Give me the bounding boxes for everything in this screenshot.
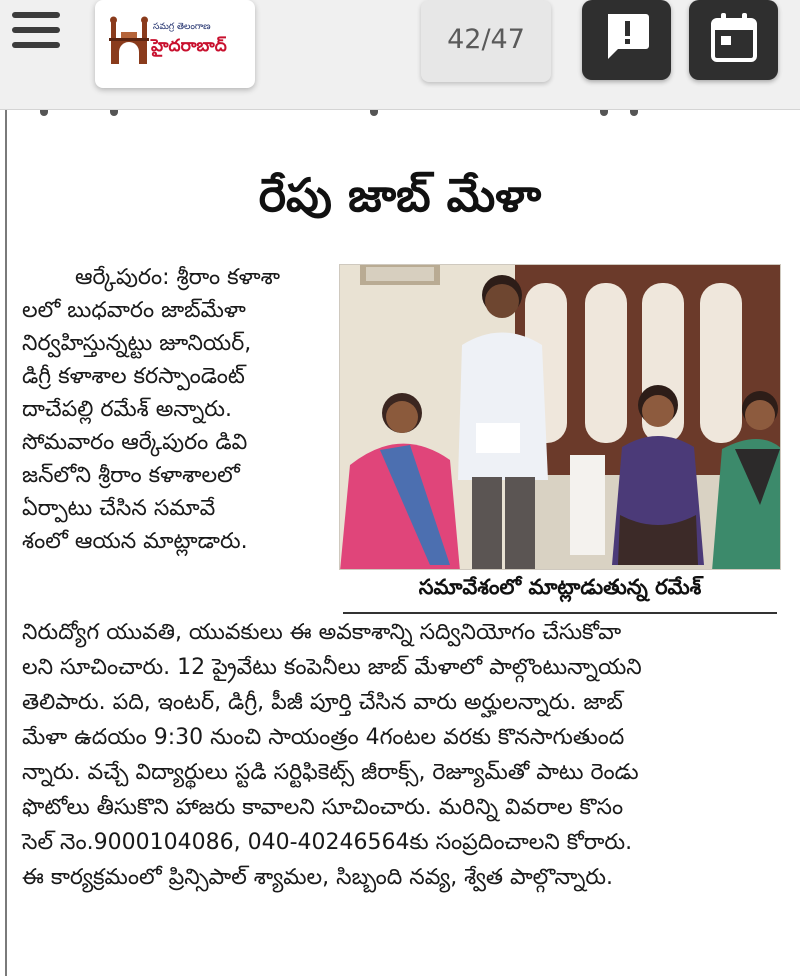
newspaper-clipping: [0, 110, 800, 976]
logo-tagline: సమగ్ర తెలంగాణ: [153, 22, 211, 32]
publication-logo[interactable]: [95, 0, 255, 88]
body-line: డిగ్రీ కళాశాల కరస్పాండెంట్: [22, 364, 245, 389]
body-line: లలో బుధవారం జాబ్‌మేళా: [22, 298, 246, 323]
body-line: జన్‌లోని శ్రీరాం కళాశాలలో: [22, 463, 240, 488]
calendar-icon: [711, 12, 757, 62]
body-line: లని సూచించారు. 12 ప్రైవేటు కంపెనీలు జాబ్ మేళాలో పాల్గొంటున్నాయని: [22, 655, 642, 680]
body-line: సోమవారం ఆర్కేపురం డివి: [22, 430, 248, 455]
photo-caption: సమావేశంలో మాట్లాడుతున్న రమేశ్: [418, 575, 702, 599]
meeting-photo-illustration: [340, 265, 781, 570]
body-line: నిరుద్యోగ యువతి, యువకులు ఈ అవకాశాన్ని సద్వినియోగం చేసుకోవా: [22, 620, 622, 645]
hamburger-menu-icon[interactable]: [10, 8, 62, 52]
feedback-button[interactable]: [582, 0, 671, 80]
body-line: నిర్వహిస్తున్నట్టు జూనియర్,: [22, 331, 252, 356]
body-line: దాచేపల్లి రమేశ్ అన్నారు.: [22, 397, 232, 422]
logo-title: హైదరాబాద్: [151, 36, 227, 56]
body-line: మేళా ఉదయం 9:30 నుంచి సాయంత్రం 4గంటల వరకు కొనసాగుతుంద: [22, 725, 625, 750]
article-photo: [339, 264, 781, 570]
body-line: ఫొటోలు తీసుకొని హాజరు కావాలని సూచించారు. మరిన్ని వివరాల కొసం: [22, 795, 624, 820]
charminar-logo-icon: [107, 14, 151, 66]
caption-divider: [343, 612, 777, 614]
body-line: ఈ కార్యక్రమంలో ప్రిన్సిపాల్ శ్యామల, సిబ్బంది నవ్య, శ్వేత పాల్గొన్నారు.: [22, 865, 614, 890]
body-line: సెల్ నెం.9000104086, 040-40246564కు సంప్రదించాలని కోరారు.: [22, 830, 633, 855]
body-line: న్నారు. వచ్చే విద్యార్థులు స్టడి సర్టిఫికెట్స్ జీరాక్స్, రెజ్యూమ్‌తో పాటు రెండు: [22, 760, 639, 785]
body-line: ఆర్కేపురం: శ్రీరాం కళాశా: [75, 265, 280, 290]
top-app-bar: [0, 0, 800, 110]
calendar-button[interactable]: [689, 0, 778, 80]
article-headline: రేపు జాబ్ మేళా: [258, 168, 542, 222]
body-line: ఏర్పాటు చేసిన సమావే: [22, 496, 216, 521]
clipping-edge: [5, 110, 7, 976]
exclamation-chat-icon: [604, 12, 650, 62]
page-counter[interactable]: 42/47: [421, 0, 551, 82]
body-line: శంలో ఆయన మాట్లాడారు.: [22, 529, 248, 554]
body-line: తెలిపారు. పది, ఇంటర్, డిగ్రీ, పీజీ పూర్తి చేసిన వారు అర్హులన్నారు. జాబ్: [22, 690, 623, 715]
